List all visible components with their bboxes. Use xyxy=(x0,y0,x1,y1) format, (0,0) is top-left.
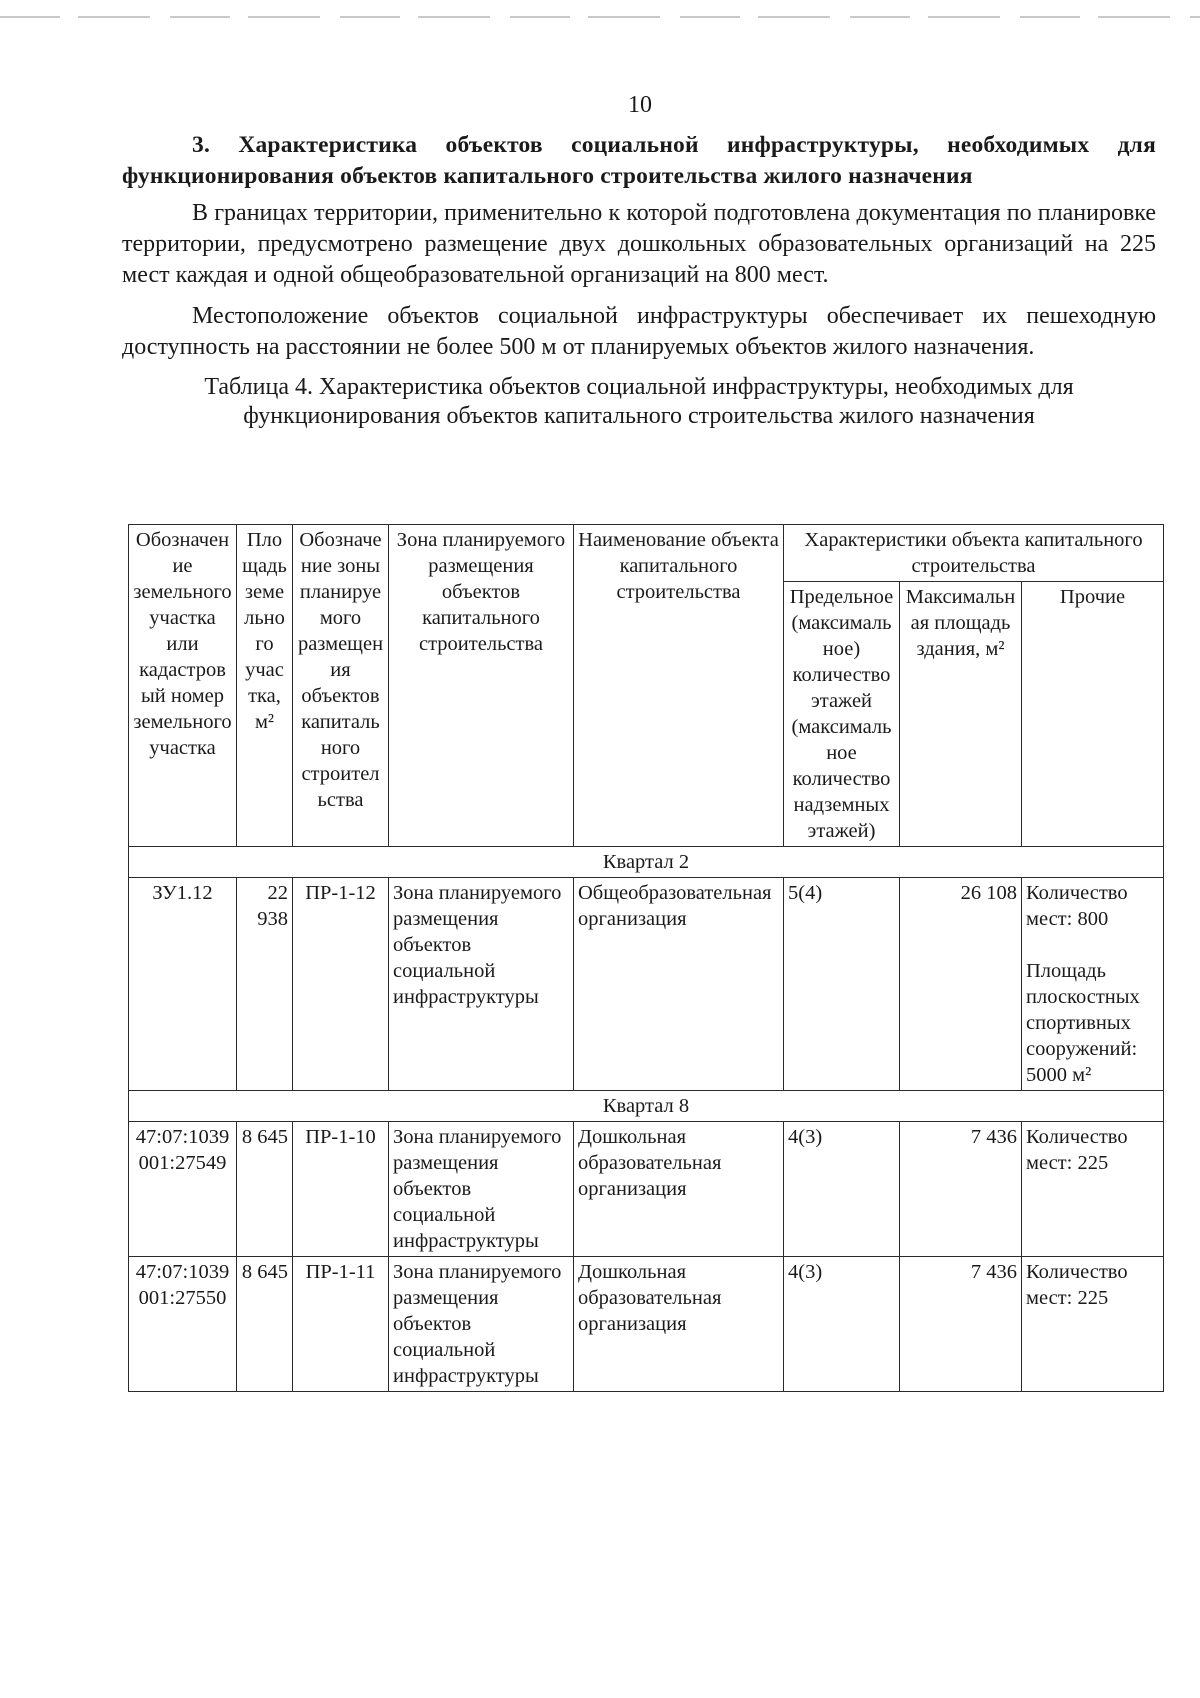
header-plot: Обозначение земельного участка или кадастровый номер земельного участка xyxy=(129,525,237,847)
cell-zone: Зона планируемого размещения объектов социальной инфраструктуры xyxy=(389,1122,574,1257)
cell-other-sport-area: Площадь плоскостных спортивных сооружений: 5000 м² xyxy=(1026,960,1140,1086)
header-characteristics-group: Характеристики объекта капитального строительства xyxy=(784,525,1164,582)
page-number: 10 xyxy=(628,92,652,118)
header-floors: Предельное (максимальное) количество этажей (максимальное количество надземных этажей) xyxy=(784,582,900,847)
scan-artifact-line xyxy=(0,16,1200,18)
social-infrastructure-table xyxy=(128,524,1164,1392)
quarter-label: Квартал 2 xyxy=(129,847,1164,878)
cell-floors: 5(4) xyxy=(784,878,900,1091)
cell-zone-code: ПР-1-12 xyxy=(293,878,389,1091)
cell-area: 8 645 xyxy=(237,1122,293,1257)
cell-zone: Зона планируемого размещения объектов социальной инфраструктуры xyxy=(389,1257,574,1392)
cell-max-area: 7 436 xyxy=(900,1257,1022,1392)
cell-plot: 47:07:1039001:27550 xyxy=(129,1257,237,1392)
table-row xyxy=(129,1257,1164,1392)
section-heading: 3. Характеристика объектов социальной инфраструктуры, необходимых для функционирования объектов капитального строительства жилого назначения xyxy=(122,132,1156,189)
table-header-row-1 xyxy=(129,525,1164,582)
header-other: Прочие xyxy=(1022,582,1164,847)
document-body xyxy=(122,130,1156,431)
cell-other: Количество мест: 225 xyxy=(1022,1122,1164,1257)
table-row xyxy=(129,1122,1164,1257)
table-row xyxy=(129,878,1164,1091)
paragraph-1: В границах территории, применительно к которой подготовлена документация по планировке территории, предусмотрено размещение двух дошкольных образовательных организаций на 225 мест каждая и одной общеобразовательной организаций на 800 мест. xyxy=(122,200,1156,288)
cell-other xyxy=(1022,878,1164,1091)
cell-area: 22 938 xyxy=(237,878,293,1091)
cell-plot: 47:07:1039001:27549 xyxy=(129,1122,237,1257)
cell-object-name: Дошкольная образовательная организация xyxy=(574,1257,784,1392)
quarter-label: Квартал 8 xyxy=(129,1091,1164,1122)
header-zone-code: Обозначение зоны планируемого размещения объектов капитального строительства xyxy=(293,525,389,847)
header-area: Площадь земельного участка, м² xyxy=(237,525,293,847)
cell-plot: ЗУ1.12 xyxy=(129,878,237,1091)
cell-zone: Зона планируемого размещения объектов социальной инфраструктуры xyxy=(389,878,574,1091)
cell-max-area: 7 436 xyxy=(900,1122,1022,1257)
cell-object-name: Общеобразовательная организация xyxy=(574,878,784,1091)
header-max-area: Максимальная площадь здания, м² xyxy=(900,582,1022,847)
paragraph-2: Местоположение объектов социальной инфраструктуры обеспечивает их пешеходную доступность на расстоянии не более 500 м от планируемых объектов жилого назначения. xyxy=(122,303,1156,360)
cell-floors: 4(3) xyxy=(784,1122,900,1257)
cell-zone-code: ПР-1-11 xyxy=(293,1257,389,1392)
cell-zone-code: ПР-1-10 xyxy=(293,1122,389,1257)
header-zone: Зона планируемого размещения объектов капитального строительства xyxy=(389,525,574,847)
cell-max-area: 26 108 xyxy=(900,878,1022,1091)
header-object-name: Наименование объекта капитального строительства xyxy=(574,525,784,847)
quarter-row xyxy=(129,847,1164,878)
cell-object-name: Дошкольная образовательная организация xyxy=(574,1122,784,1257)
table-caption: Таблица 4. Характеристика объектов социальной инфраструктуры, необходимых для функционирования объектов капитального строительства жилого назначения xyxy=(204,374,1074,429)
cell-other-seats: Количество мест: 800 xyxy=(1026,882,1128,930)
quarter-row xyxy=(129,1091,1164,1122)
cell-area: 8 645 xyxy=(237,1257,293,1392)
cell-other: Количество мест: 225 xyxy=(1022,1257,1164,1392)
cell-floors: 4(3) xyxy=(784,1257,900,1392)
